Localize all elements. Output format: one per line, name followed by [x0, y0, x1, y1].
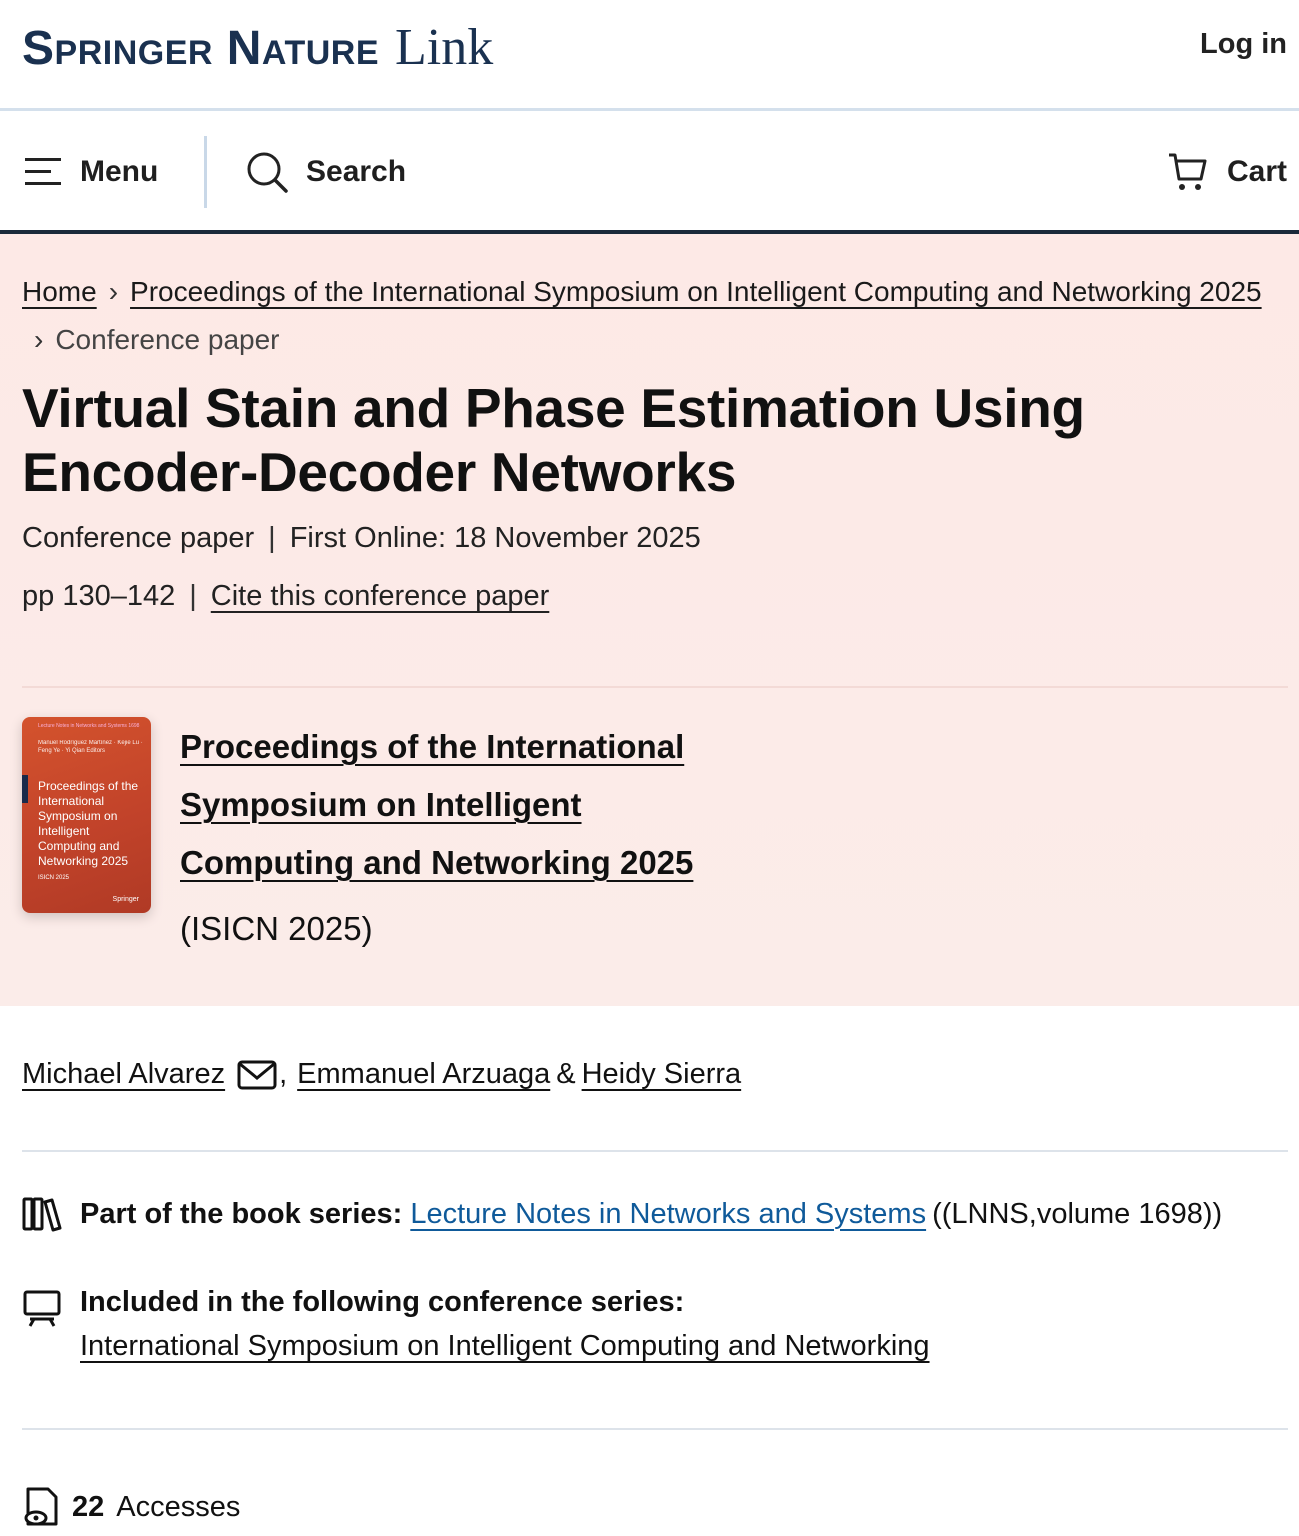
springer-nature-link-logo[interactable] [22, 18, 493, 77]
email-icon[interactable] [237, 1059, 277, 1091]
document-view-icon [22, 1486, 62, 1528]
cart-button[interactable] [1167, 114, 1287, 230]
search-icon [246, 151, 288, 193]
cover-editors: Manuel Rodríguez Martínez · Kejie Lu · Feng Ye · Yi Qian Editors [38, 740, 143, 754]
conference-series-label: Included in the following conference series: [80, 1286, 685, 1318]
cover-short-name: ISICN 2025 [38, 875, 70, 881]
logo-link-text: Link [395, 19, 494, 76]
cover-title: Proceedings of the International Symposium on Intelligent Computing and Networking 2025 [38, 779, 139, 868]
login-link[interactable]: Log in [1200, 28, 1287, 60]
book-subtitle: (ISICN 2025) [180, 910, 373, 947]
accesses-count: 22 [72, 1490, 105, 1523]
logo-brand-text: Springer Nature [22, 22, 380, 75]
chevron-right-icon: › [108, 276, 119, 307]
cart-icon [1167, 151, 1209, 193]
article-hero [0, 234, 1299, 1006]
search-label: Search [306, 155, 407, 188]
content-type: Conference paper [22, 522, 255, 554]
chevron-right-icon: › [34, 324, 44, 355]
book-series-volume: ((LNNS,volume 1698)) [932, 1197, 1223, 1230]
book-title-link[interactable]: Proceedings of the International Symposium on Intelligent Computing and Networking 2025 [180, 728, 694, 881]
author-separator: & [556, 1058, 576, 1090]
accesses-label: Accesses [116, 1490, 241, 1523]
top-header [0, 0, 1299, 111]
book-series-row [22, 1196, 1288, 1232]
divider [22, 1428, 1288, 1430]
menu-button[interactable] [24, 114, 158, 230]
cover-series-line: Lecture Notes in Networks and Systems 1698 [38, 723, 140, 729]
author-link[interactable]: Emmanuel Arzuaga [297, 1058, 551, 1090]
conference-series-link[interactable]: International Symposium on Intelligent Computing and Networking [80, 1330, 930, 1362]
author-link[interactable]: Heidy Sierra [581, 1058, 742, 1090]
cite-link[interactable]: Cite this conference paper [210, 580, 550, 612]
divider [22, 1150, 1288, 1152]
nav-divider [204, 136, 207, 208]
author-list [22, 1058, 741, 1091]
breadcrumb-home[interactable]: Home [22, 276, 97, 307]
divider [22, 686, 1288, 688]
author-link[interactable]: Michael Alvarez [22, 1058, 226, 1090]
menu-label: Menu [80, 155, 159, 188]
metrics-accesses [22, 1486, 240, 1528]
cart-label: Cart [1226, 155, 1287, 188]
main-nav [0, 114, 1299, 234]
search-button[interactable] [246, 114, 406, 230]
hamburger-icon [24, 156, 62, 188]
book-cover-image[interactable] [22, 717, 151, 913]
paper-pages-row [22, 580, 549, 613]
page-range: pp 130–142 [22, 580, 176, 612]
meta-separator: | [268, 522, 276, 554]
books-icon [22, 1196, 62, 1232]
page-title: Virtual Stain and Phase Estimation Using Encoder-Decoder Networks [22, 377, 1085, 503]
breadcrumb-current: Conference paper [55, 324, 280, 355]
presentation-board-icon [22, 1288, 62, 1328]
author-separator: , [279, 1058, 288, 1090]
first-online-date: First Online: 18 November 2025 [289, 522, 701, 554]
book-series-link[interactable]: Lecture Notes in Networks and Systems [410, 1197, 927, 1230]
breadcrumb-proceedings[interactable]: Proceedings of the International Symposium on Intelligent Computing and Networking 2025 [130, 276, 1262, 307]
breadcrumb [22, 268, 1262, 364]
meta-separator: | [189, 580, 197, 612]
cover-publisher: Springer [112, 896, 139, 903]
paper-meta [22, 522, 701, 555]
book-series-label: Part of the book series: [80, 1197, 403, 1230]
cover-stripe [22, 775, 28, 803]
